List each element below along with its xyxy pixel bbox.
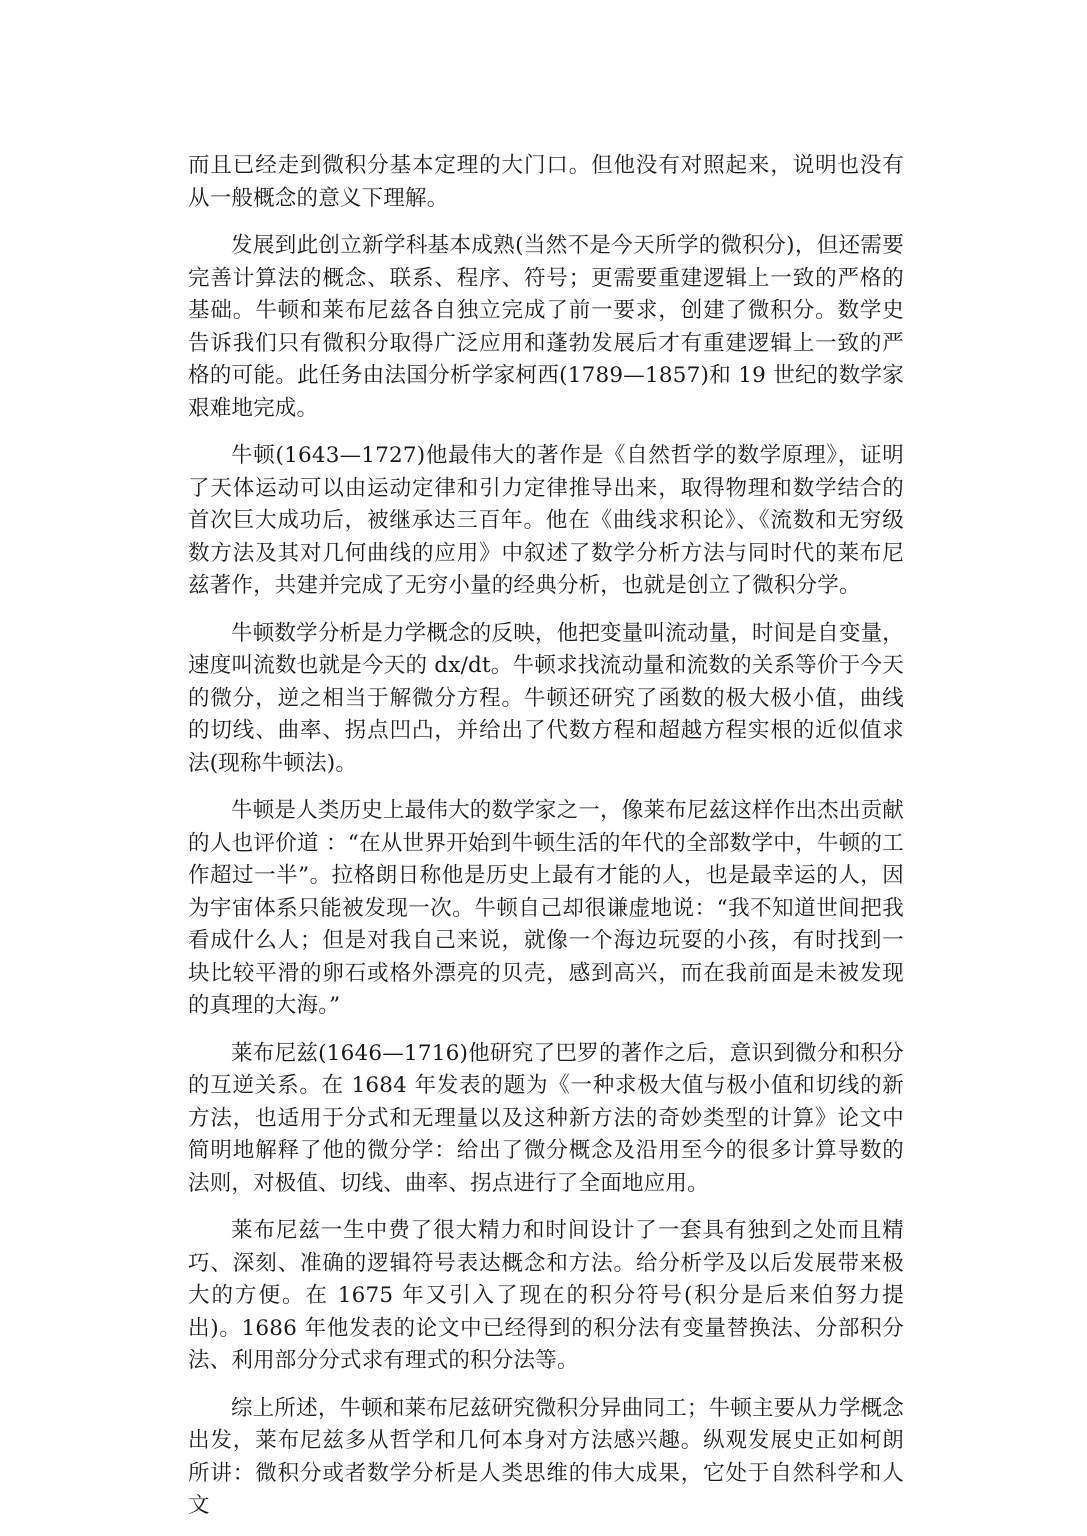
paragraph-3: 牛顿(1643—1727)他最伟大的著作是《自然哲学的数学原理》，证明了天体运动可以由运动定律和引力定律推导出来，取得物理和数学结合的首次巨大成功后，被继承达三百年。他在《曲线求积论》、《流数和无穷级数方法及其对几何曲线的应用》中叙述了数学分析方法与同时代的莱布尼兹著作，共建并完成了无穷小量的经典分析，也就是创立了微积分学。 [188, 443, 904, 598]
paragraph-8: 综上所述，牛顿和莱布尼兹研究微积分异曲同工；牛顿主要从力学概念出发，莱布尼兹多从哲学和几何本身对方法感兴趣。纵观发展史正如柯朗所讲：微积分或者数学分析是人类思维的伟大成果，它处于自然科学和人文 [188, 1395, 904, 1518]
paragraph-6: 莱布尼兹(1646—1716)他研究了巴罗的著作之后，意识到微分和积分的互逆关系。在 1684 年发表的题为《一种求极大值与极小值和切线的新方法，也适用于分式和无理量以及这种新方法的奇妙类型的计算》论文中简明地解释了他的微分学：给出了微分概念及沿用至今的很多计算导数的法则，对极值、切线、曲率、拐点进行了全面地应用。 [188, 1040, 904, 1196]
paragraph-1: 而且已经走到微积分基本定理的大门口。但他没有对照起来，说明也没有从一般概念的意义下理解。 [188, 153, 904, 211]
paragraph-4: 牛顿数学分析是力学概念的反映，他把变量叫流动量，时间是自变量，速度叫流数也就是今天的 dx/dt。牛顿求找流动量和流数的关系等价于今天的微分，逆之相当于解微分方程。牛顿还研究了函数的极大极小值，曲线的切线、曲率、拐点凹凸，并给出了代数方程和超越方程实根的近似值求法(现称牛顿法)。 [188, 620, 904, 776]
document-body [188, 150, 904, 1523]
paragraph-2: 发展到此创立新学科基本成熟(当然不是今天所学的微积分)，但还需要完善计算法的概念、联系、程序、符号；更需要重建逻辑上一致的严格的基础。牛顿和莱布尼兹各自独立完成了前一要求，创建了微积分。数学史告诉我们只有微积分取得广泛应用和蓬勃发展后才有重建逻辑上一致的严格的可能。此任务由法国分析学家柯西(1789—1857)和 19 世纪的数学家艰难地完成。 [188, 233, 904, 421]
paragraph-5: 牛顿是人类历史上最伟大的数学家之一，像莱布尼兹这样作出杰出贡献的人也评价道 ：“在从世界开始到牛顿生活的年代的全部数学中，牛顿的工作超过一半”。拉格朗日称他是历史上最有才能的人，也是最幸运的人，因为宇宙体系只能被发现一次。牛顿自己却很谦虚地说：“我不知道世间把我看成什么人；但是对我自己来说，就像一个海边玩耍的小孩，有时找到一块比较平滑的卵石或格外漂亮的贝壳，感到高兴，而在我前面是未被发现的真理的大海。” [188, 798, 904, 1018]
paragraph-7: 莱布尼兹一生中费了很大精力和时间设计了一套具有独到之处而且精巧、深刻、准确的逻辑符号表达概念和方法。给分析学及以后发展带来极大的方便。在 1675 年又引入了现在的积分符号(积分是后来伯努力提出)。1686 年他发表的论文中已经得到的积分法有变量替换法、分部积分法、利用部分分式求有理式的积分法等。 [188, 1218, 904, 1373]
